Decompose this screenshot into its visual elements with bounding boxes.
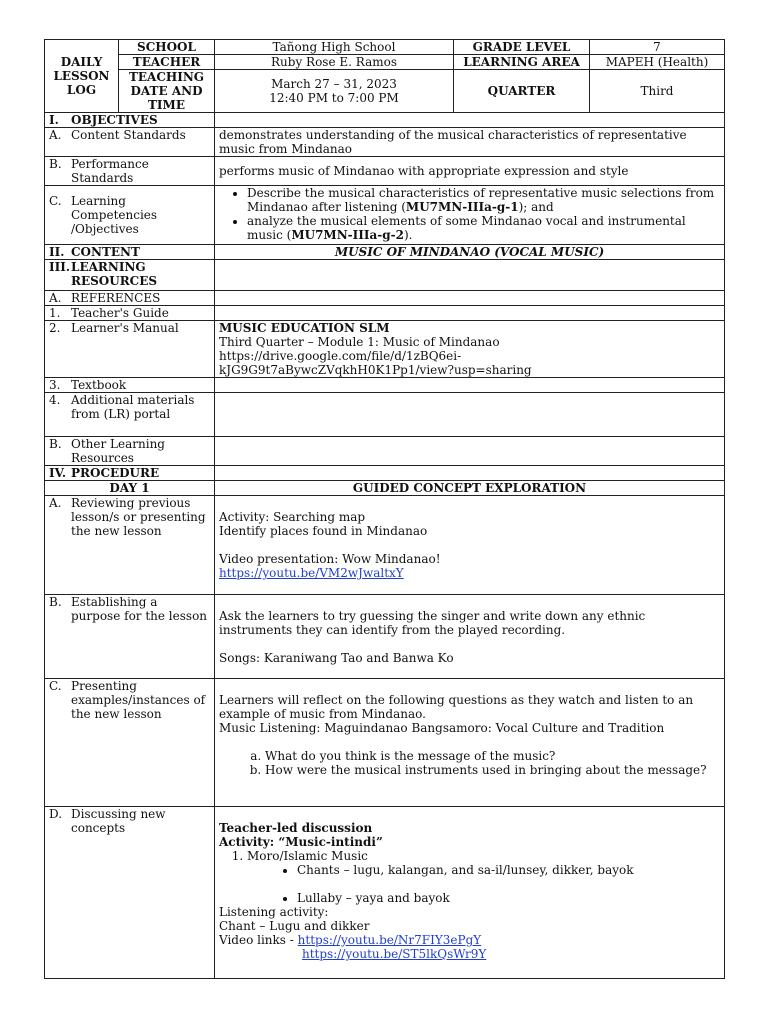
content-label: CONTENT <box>71 245 140 259</box>
competencies-list <box>219 186 720 242</box>
learning-resources-label: LEARNING RESOURCES <box>71 260 158 288</box>
music-type-item: 1. Moro/Islamic Music <box>247 849 720 863</box>
learners-manual-value <box>215 321 725 378</box>
teacher-value: Ruby Rose E. Ramos <box>215 55 454 70</box>
objectives-blank <box>215 113 725 128</box>
video-presentation: Video presentation: Wow Mindanao! <box>219 552 441 566</box>
establishing-purpose-key: B. <box>49 595 62 609</box>
activity-instruction: Identify places found in Mindanao <box>219 524 428 538</box>
presenting-examples-label <box>45 679 215 807</box>
discussion-activity: Activity: “Music-intindi” <box>219 835 383 849</box>
grade-level-label: GRADE LEVEL <box>454 40 590 55</box>
competency-code: MU7MN-IIIa-g-1 <box>405 200 519 214</box>
references-label <box>45 291 215 306</box>
slm-module: Third Quarter – Module 1: Music of Mindanao <box>219 335 500 349</box>
content-standards-text: Content Standards <box>71 128 186 142</box>
school-label: SCHOOL <box>119 40 215 55</box>
competency-item: • analyze the musical elements of some Mindanao vocal and instrumental music (MU7MN-IIIa-g-2). <box>247 214 720 242</box>
quarter-value: Third <box>590 70 725 113</box>
reflection-questions <box>219 749 720 777</box>
learners-manual-key: 2. <box>49 321 61 335</box>
learners-manual-label <box>45 321 215 378</box>
video-link[interactable]: https://youtu.be/VM2wJwaltxY <box>219 566 404 580</box>
content-value: MUSIC OF MINDANAO (VOCAL MUSIC) <box>215 245 725 260</box>
competency-item: • Describe the musical characteristics of representative music selections from Mindanao after listening (MU7MN-IIIa-g-1); and <box>247 186 720 214</box>
textbook-key: 3. <box>49 378 61 392</box>
phase-label: GUIDED CONCEPT EXPLORATION <box>215 481 725 496</box>
references-blank <box>215 291 725 306</box>
textbook-blank <box>215 378 725 393</box>
video-link-2[interactable]: https://youtu.be/ST5lkQsWr9Y <box>302 947 487 961</box>
reviewing-value <box>215 496 725 595</box>
discussing-concepts-label <box>45 807 215 979</box>
slm-url-line2: kJG9G9t7aBywcZVqkhH0K1Pp1/view?usp=sharing <box>219 363 532 377</box>
teaching-date-label: TEACHING DATE AND TIME <box>119 70 215 113</box>
procedure-blank <box>215 466 725 481</box>
day-label: DAY 1 <box>45 481 215 496</box>
slm-title: MUSIC EDUCATION SLM <box>219 321 390 335</box>
other-resources-key: B. <box>49 437 62 451</box>
purpose-instruction: Ask the learners to try guessing the singer and write down any ethnic instruments they can identify from the played recording. <box>219 609 646 637</box>
presenting-examples-value <box>215 679 725 807</box>
music-form-item: • Chants – lugu, kalangan, and sa-il/lunsey, dikker, bayok <box>297 863 720 877</box>
reviewing-label <box>45 496 215 595</box>
learning-competencies-value <box>215 186 725 245</box>
video-links-label: Video links - <box>219 933 298 947</box>
establishing-purpose-label <box>45 595 215 679</box>
school-value: Tañong High School <box>215 40 454 55</box>
reviewing-text: Reviewing previous lesson/s or presenting the new lesson <box>71 496 206 538</box>
presenting-examples-key: C. <box>49 679 62 693</box>
teachers-guide-label <box>45 306 215 321</box>
additional-materials-text: Additional materials from (LR) portal <box>71 393 195 421</box>
discussion-heading: Teacher-led discussion <box>219 821 373 835</box>
content-num: II. <box>49 245 65 259</box>
performance-standards-value: performs music of Mindanao with appropriate expression and style <box>215 157 725 186</box>
discussing-concepts-text: Discussing new concepts <box>71 807 166 835</box>
establishing-purpose-text: Establishing a purpose for the lesson <box>71 595 208 623</box>
procedure-heading <box>45 466 215 481</box>
spacer <box>297 877 720 891</box>
objectives-label: OBJECTIVES <box>71 113 158 127</box>
references-key: A. <box>49 291 62 305</box>
listening-activity-label: Listening activity: <box>219 905 329 919</box>
teachers-guide-text: Teacher's Guide <box>71 306 169 320</box>
reflection-instruction: Learners will reflect on the following questions as they watch and listen to an example of music from Mindanao. <box>219 693 694 721</box>
competency-code: MU7MN-IIIa-g-2 <box>291 228 404 242</box>
learning-competencies-label <box>45 186 215 245</box>
procedure-num: IV. <box>49 466 67 480</box>
learning-area-label: LEARNING AREA <box>454 55 590 70</box>
date-range: March 27 – 31, 2023 <box>271 77 397 91</box>
procedure-label: PROCEDURE <box>71 466 160 480</box>
music-forms-list <box>219 863 720 905</box>
learning-resources-heading <box>45 260 215 291</box>
learning-competencies-key: C. <box>49 194 62 208</box>
references-text: REFERENCES <box>71 291 161 305</box>
discussing-concepts-key: D. <box>49 807 63 821</box>
other-resources-blank <box>215 437 725 466</box>
quarter-label: QUARTER <box>454 70 590 113</box>
additional-materials-label <box>45 393 215 437</box>
content-standards-key: A. <box>49 128 62 142</box>
learners-manual-text: Learner's Manual <box>71 321 179 335</box>
other-resources-label <box>45 437 215 466</box>
discussing-concepts-value <box>215 807 725 979</box>
content-heading <box>45 245 215 260</box>
textbook-text: Textbook <box>71 378 127 392</box>
teacher-label: TEACHER <box>119 55 215 70</box>
additional-materials-key: 4. <box>49 393 61 407</box>
performance-standards-text: Performance Standards <box>71 157 149 185</box>
learning-resources-num: III. <box>49 260 71 274</box>
other-resources-text: Other Learning Resources <box>71 437 165 465</box>
presenting-examples-text: Presenting examples/instances of the new lesson <box>71 679 206 721</box>
learning-area-value: MAPEH (Health) <box>590 55 725 70</box>
additional-materials-blank <box>215 393 725 437</box>
grade-level-value: 7 <box>590 40 725 55</box>
performance-standards-label <box>45 157 215 186</box>
question-item: b. How were the musical instruments used in bringing about the message? <box>265 763 720 777</box>
content-standards-value: demonstrates understanding of the musical characteristics of representative music from Mindanao <box>215 128 725 157</box>
video-link-1[interactable]: https://youtu.be/Nr7FIY3ePgY <box>297 933 482 947</box>
music-listening-line: Music Listening: Maguindanao Bangsamoro: Vocal Culture and Tradition <box>219 721 665 735</box>
daily-lesson-log-table <box>44 39 725 979</box>
teachers-guide-key: 1. <box>49 306 61 320</box>
teachers-guide-blank <box>215 306 725 321</box>
slm-url-line1: https://drive.google.com/file/d/1zBQ6ei- <box>219 349 462 363</box>
textbook-label <box>45 378 215 393</box>
music-form-item: • Lullaby – yaya and bayok <box>297 891 720 905</box>
performance-standards-key: B. <box>49 157 62 171</box>
objectives-num: I. <box>49 113 59 127</box>
establishing-purpose-value <box>215 595 725 679</box>
objectives-heading <box>45 113 215 128</box>
video-links-line <box>219 933 720 947</box>
dll-title: DAILY LESSON LOG <box>45 40 119 113</box>
reviewing-key: A. <box>49 496 62 510</box>
teaching-date-value <box>215 70 454 113</box>
listening-activity-chant: Chant – Lugu and dikker <box>219 919 370 933</box>
time-range: 12:40 PM to 7:00 PM <box>269 91 399 105</box>
learning-competencies-text: Learning Competencies /Objectives <box>71 194 158 236</box>
content-standards-label <box>45 128 215 157</box>
songs-line: Songs: Karaniwang Tao and Banwa Ko <box>219 651 454 665</box>
music-types-list <box>219 849 720 863</box>
activity-line: Activity: Searching map <box>219 510 366 524</box>
question-item: a. What do you think is the message of the music? <box>265 749 720 763</box>
learning-resources-blank <box>215 260 725 291</box>
